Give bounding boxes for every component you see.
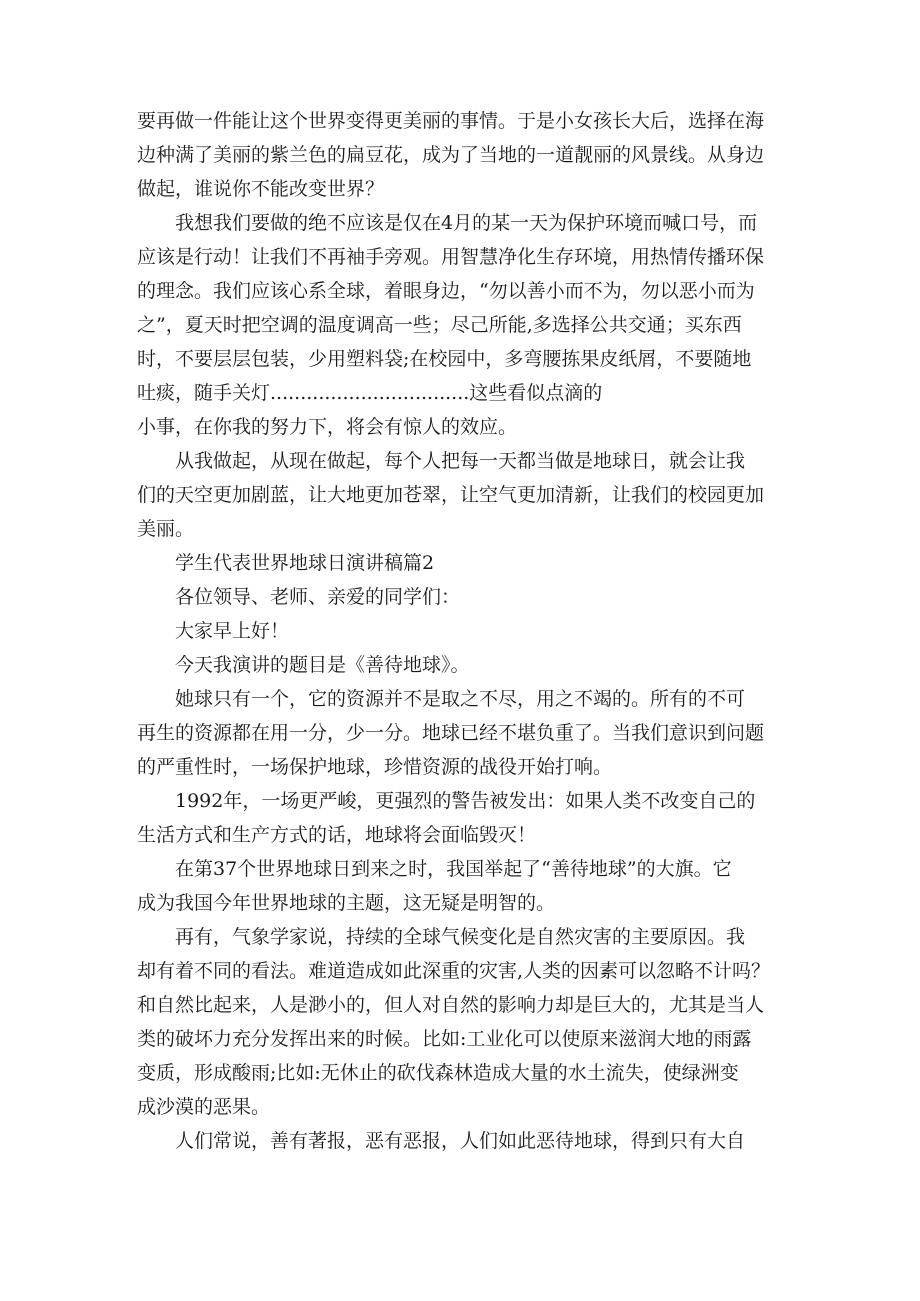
text-line: 她球只有一个，它的资源并不是取之不尽，用之不竭的。所有的不可 [175, 688, 746, 710]
text-line: 要再做一件能让这个世界变得更美丽的事情。于是小女孩长大后，选择在海 [137, 110, 765, 132]
text-line: 从我做起，从现在做起，每个人把每一天都当做是地球日，就会让我 [175, 450, 746, 472]
text-line: 成为我国今年世界地球的主题，这无疑是明智的。 [137, 892, 556, 914]
text-line: 1992年，一场更严峻，更强烈的警告被发出：如果人类不改变自己的 [175, 790, 756, 812]
text-line: 生活方式和生产方式的话，地球将会面临毁灭！ [137, 824, 537, 846]
text-line: 时，不要层层包装，少用塑料袋;在校园中，多弯腰拣果皮纸屑，不要随地 [137, 348, 752, 370]
text-line: 类的破坏力充分发挥出来的时候。比如:工业化可以使原来滋润大地的雨露 [137, 1028, 752, 1050]
text-line: 做起，谁说你不能改变世界？ [137, 178, 385, 200]
text-line: 在第37个世界地球日到来之时，我国举起了“善待地球”的大旗。它 [175, 858, 732, 880]
text-line: 边种满了美丽的紫兰色的扁豆花，成为了当地的一道靓丽的风景线。从身边 [137, 144, 765, 166]
text-line: 人们常说，善有著报，恶有恶报，人们如此恶待地球，得到只有大自 [175, 1130, 746, 1152]
text-line: 大家早上好！ [175, 620, 290, 642]
text-line: 应该是行动！让我们不再袖手旁观。用智慧净化生存环境，用热情传播环保 [137, 246, 765, 268]
text-line: 小事，在你我的努力下，将会有惊人的效应。 [137, 416, 518, 438]
text-line: 各位领导、老师、亲爱的同学们： [175, 586, 461, 608]
text-line: 再有，气象学家说，持续的全球气候变化是自然灾害的主要原因。我 [175, 926, 746, 948]
text-line: 变质，形成酸雨;比如:无休止的砍伐森林造成大量的水土流失，使绿洲变 [137, 1062, 739, 1084]
text-line: 学生代表世界地球日演讲稿篇2 [175, 552, 435, 574]
text-line: 的严重性时，一场保护地球，珍惜资源的战役开始打响。 [137, 756, 613, 778]
text-line: 吐痰，随手关灯.................................这些看似点滴的 [137, 382, 603, 404]
text-line: 和自然比起来，人是渺小的，但人对自然的影响力却是巨大的，尤其是当人 [137, 994, 765, 1016]
text-line: 今天我演讲的题目是《善待地球》。 [175, 654, 470, 676]
text-line: 们的天空更加剧蓝，让大地更加苍翠，让空气更加清新，让我们的校园更加 [137, 484, 765, 506]
text-line: 我想我们要做的绝不应该是仅在4月的某一天为保护环境而喊口号，而 [175, 212, 758, 234]
text-line: 的理念。我们应该心系全球，着眼身边，“勿以善小而不为，勿以恶小而为 [137, 280, 755, 302]
text-line: 再生的资源都在用一分，少一分。地球已经不堪负重了。当我们意识到问题 [137, 722, 765, 744]
text-line: 之”，夏天时把空调的温度调高一些；尽己所能,多选择公共交通；买东西 [137, 314, 742, 336]
text-line: 美丽。 [137, 518, 195, 540]
document-page [137, 104, 797, 1158]
text-line: 却有着不同的看法。难道造成如此深重的灾害,人类的因素可以忽略不计吗？ [137, 960, 771, 982]
text-line: 成沙漠的恶果。 [137, 1096, 271, 1118]
